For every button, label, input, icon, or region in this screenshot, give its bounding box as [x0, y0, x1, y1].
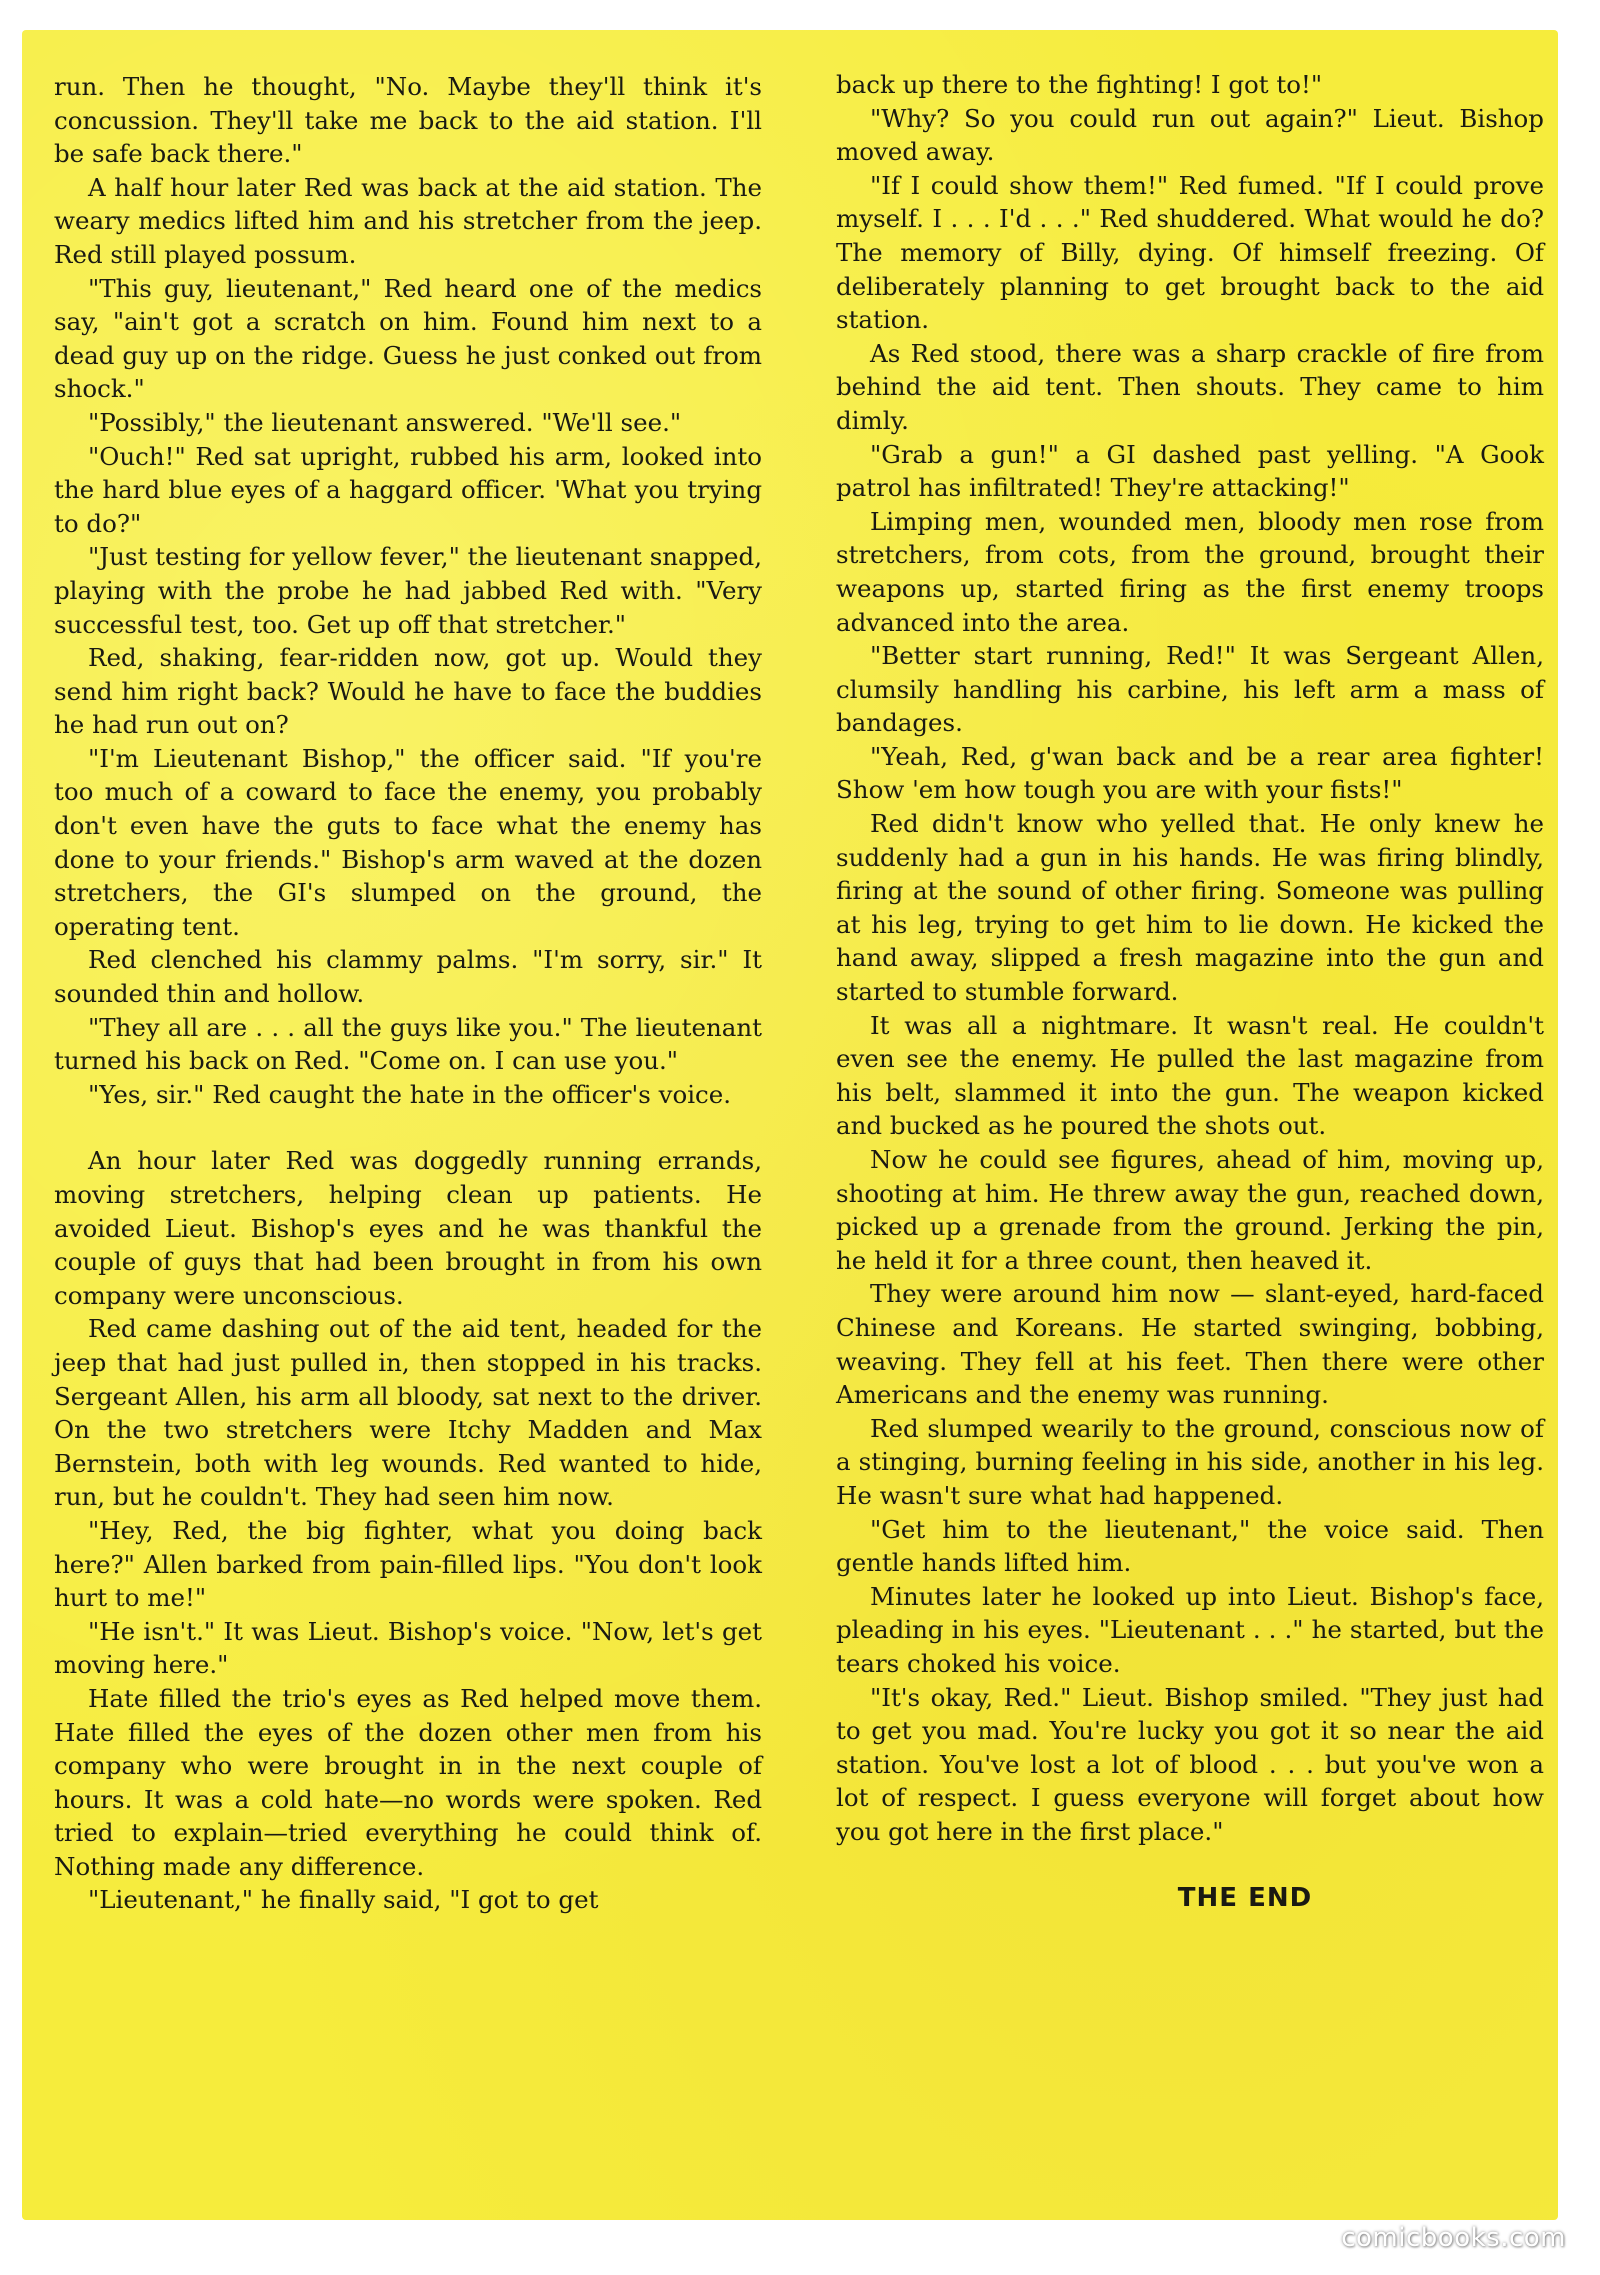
story-paragraph: Hate filled the trio's eyes as Red helped move them. Hate filled the eyes of the dozen other men from his company who were brought in in the next couple of hours. It was a cold hate—no words were spoken. Red tried to explain—tried everything he could think of. Nothing made any difference.: [54, 1683, 762, 1881]
story-paragraph: "They all are . . . all the guys like you." The lieutenant turned his back on Red. "Come on. I can use you.": [54, 1012, 762, 1076]
story-paragraph: "Ouch!" Red sat upright, rubbed his arm, looked into the hard blue eyes of a haggard officer. 'What you trying to do?": [54, 441, 762, 538]
story-paragraph: Now he could see figures, ahead of him, moving up, shooting at him. He threw away the gun, reached down, picked up a grenade from the ground. Jerking the pin, he held it for a three count, then heaved it.: [836, 1145, 1544, 1275]
right-text-column: [836, 68, 1544, 1916]
site-watermark: comicbooks.com: [1341, 2223, 1566, 2253]
story-paragraph: Red didn't know who yelled that. He only knew he suddenly had a gun in his hands. He was firing blindly, firing at the sound of other firing. Someone was pulling at his leg, trying to get him to lie down. He kicked the hand away, slipped a fresh magazine into the gun and started to stumble forward.: [836, 809, 1544, 1007]
story-paragraph: "Get him to the lieutenant," the voice said. Then gentle hands lifted him.: [836, 1514, 1544, 1578]
left-text-column: [54, 70, 762, 1917]
story-paragraph: "This guy, lieutenant," Red heard one of the medics say, "ain't got a scratch on him. Found him next to a dead guy up on the ridge. Guess he just conked out from shock.": [54, 273, 762, 404]
story-paragraph: They were around him now — slant-eyed, hard-faced Chinese and Koreans. He started swinging, bobbing, weaving. They fell at his feet. Then there were other Americans and the enemy was running.: [836, 1279, 1544, 1410]
story-paragraph: "Grab a gun!" a GI dashed past yelling. "A Gook patrol has infiltrated! They're attacking!": [836, 439, 1544, 503]
story-paragraph: "Possibly," the lieutenant answered. "We'll see.": [88, 407, 682, 437]
comic-text-page: [22, 30, 1558, 2220]
story-paragraph: run. Then he thought, "No. Maybe they'll think it's concussion. They'll take me back to the aid station. I'll be safe back there.": [54, 72, 762, 169]
the-end-label: THE END: [1177, 1883, 1313, 1914]
story-paragraph: Red clenched his clammy palms. "I'm sorry, sir." It sounded thin and hollow.: [54, 945, 762, 1009]
story-paragraph: A half hour later Red was back at the aid station. The weary medics lifted him and his stretcher from the jeep. Red still played possum.: [54, 172, 762, 269]
story-paragraph: "If I could show them!" Red fumed. "If I could prove myself. I . . . I'd . . ." Red shuddered. What would he do? The memory of Billy, dying. Of himself freezing. Of deliberately planning to get brought back to the aid station.: [836, 170, 1544, 335]
story-paragraph: It was all a nightmare. It wasn't real. He couldn't even see the enemy. He pulled the last magazine from his belt, slammed it into the gun. The weapon kicked and bucked as he poured the shots out.: [836, 1010, 1544, 1141]
story-paragraph: "I'm Lieutenant Bishop," the officer said. "If you're too much of a coward to face the enemy, you probably don't even have the guts to face what the enemy has done to your friends." Bishop's arm waved at the dozen stretchers, the GI's slumped on the ground, the operating tent.: [54, 743, 762, 941]
story-paragraph: "He isn't." It was Lieut. Bishop's voice. "Now, let's get moving here.": [54, 1616, 762, 1680]
story-paragraph: "Lieutenant," he finally said, "I got to get: [88, 1885, 599, 1915]
story-paragraph: "Just testing for yellow fever," the lieutenant snapped, playing with the probe he had jabbed Red with. "Very successful test, too. Get up off that stretcher.": [54, 542, 762, 639]
story-paragraph: Limping men, wounded men, bloody men rose from stretchers, from cots, from the ground, brought their weapons up, started firing as the first enemy troops advanced into the area.: [836, 506, 1544, 637]
story-paragraph: Minutes later he looked up into Lieut. Bishop's face, pleading in his eyes. "Lieutenant . . ." he started, but the tears choked his voice.: [836, 1581, 1544, 1678]
story-paragraph: As Red stood, there was a sharp crackle of fire from behind the aid tent. Then shouts. They came to him dimly.: [836, 338, 1544, 435]
story-paragraph: "Hey, Red, the big fighter, what you doing back here?" Allen barked from pain-filled lips. "You don't look hurt to me!": [54, 1515, 762, 1613]
story-paragraph: Red came dashing out of the aid tent, headed for the jeep that had just pulled in, then stopped in his tracks. Sergeant Allen, his arm all bloody, sat next to the driver. On the two stretchers were Itchy Madden and Max Bernstein, both with leg wounds. Red wanted to hide, run, but he couldn't. They had seen him now.: [54, 1314, 762, 1512]
story-paragraph: "Yeah, Red, g'wan back and be a rear area fighter! Show 'em how tough you are with your fists!": [836, 741, 1544, 805]
story-paragraph: An hour later Red was doggedly running errands, moving stretchers, helping clean up patients. He avoided Lieut. Bishop's eyes and he was thankful the couple of guys that had been brought in from his own company were unconscious.: [54, 1146, 762, 1310]
right-paragraphs: [836, 68, 1544, 1848]
story-paragraph: "Why? So you could run out again?" Lieut. Bishop moved away.: [836, 103, 1544, 167]
story-paragraph: "Better start running, Red!" It was Sergeant Allen, clumsily handling his carbine, his left arm a mass of bandages.: [836, 641, 1544, 738]
story-paragraph: Red, shaking, fear-ridden now, got up. Would they send him right back? Would he have to face the buddies he had run out on?: [54, 643, 762, 740]
story-paragraph: back up there to the fighting! I got to!": [836, 70, 1323, 99]
story-paragraph: "It's okay, Red." Lieut. Bishop smiled. "They just had to get you mad. You're lucky you got it so near the aid station. You've lost a lot of blood . . . but you've won a lot of respect. I guess everyone will forget about how you got here in the first place.": [836, 1682, 1544, 1846]
story-paragraph: "Yes, sir." Red caught the hate in the officer's voice.: [88, 1079, 732, 1109]
story-paragraph: Red slumped wearily to the ground, conscious now of a stinging, burning feeling in his side, another in his leg. He wasn't sure what had happened.: [836, 1413, 1544, 1510]
